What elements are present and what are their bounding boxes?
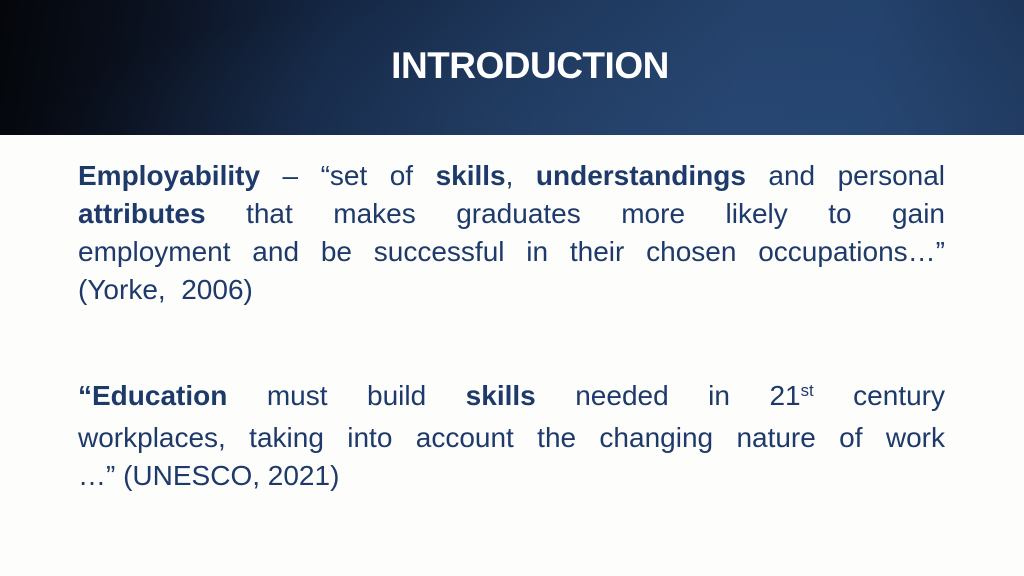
text-run: , <box>505 160 536 191</box>
superscript-run: st <box>800 380 814 400</box>
text-run: (Yorke, 2006) <box>78 274 253 305</box>
text-run: employment and be successful in their chosen occupations…” <box>78 236 945 267</box>
text-run: century <box>813 380 945 411</box>
slide-title: INTRODUCTION <box>391 45 669 86</box>
text-run: that makes graduates more likely to gain <box>205 198 945 229</box>
text-run: must build <box>227 380 466 411</box>
text-line <box>78 377 945 419</box>
text-line <box>78 419 945 457</box>
paragraph-employability-definition <box>78 157 945 309</box>
title-banner <box>0 0 1024 135</box>
text-run: needed in 21 <box>535 380 801 411</box>
bold-text-run: “Education <box>78 380 228 411</box>
text-line <box>78 157 945 195</box>
text-run: – “set of <box>260 160 436 191</box>
slide-body <box>0 135 1024 576</box>
text-line <box>78 195 945 233</box>
bold-text-run: Employability <box>78 160 261 191</box>
text-line <box>78 457 945 495</box>
text-line <box>78 271 945 309</box>
text-run: workplaces, taking into account the changing nature of work <box>78 422 945 453</box>
bold-text-run: attributes <box>78 198 206 229</box>
bold-text-run: skills <box>435 160 506 191</box>
bold-text-run: understandings <box>535 160 746 191</box>
bold-text-run: skills <box>465 380 536 411</box>
text-line <box>78 233 945 271</box>
text-run: …” (UNESCO, 2021) <box>78 460 340 491</box>
paragraph-education-quote <box>78 377 945 495</box>
text-run: and personal <box>745 160 946 191</box>
